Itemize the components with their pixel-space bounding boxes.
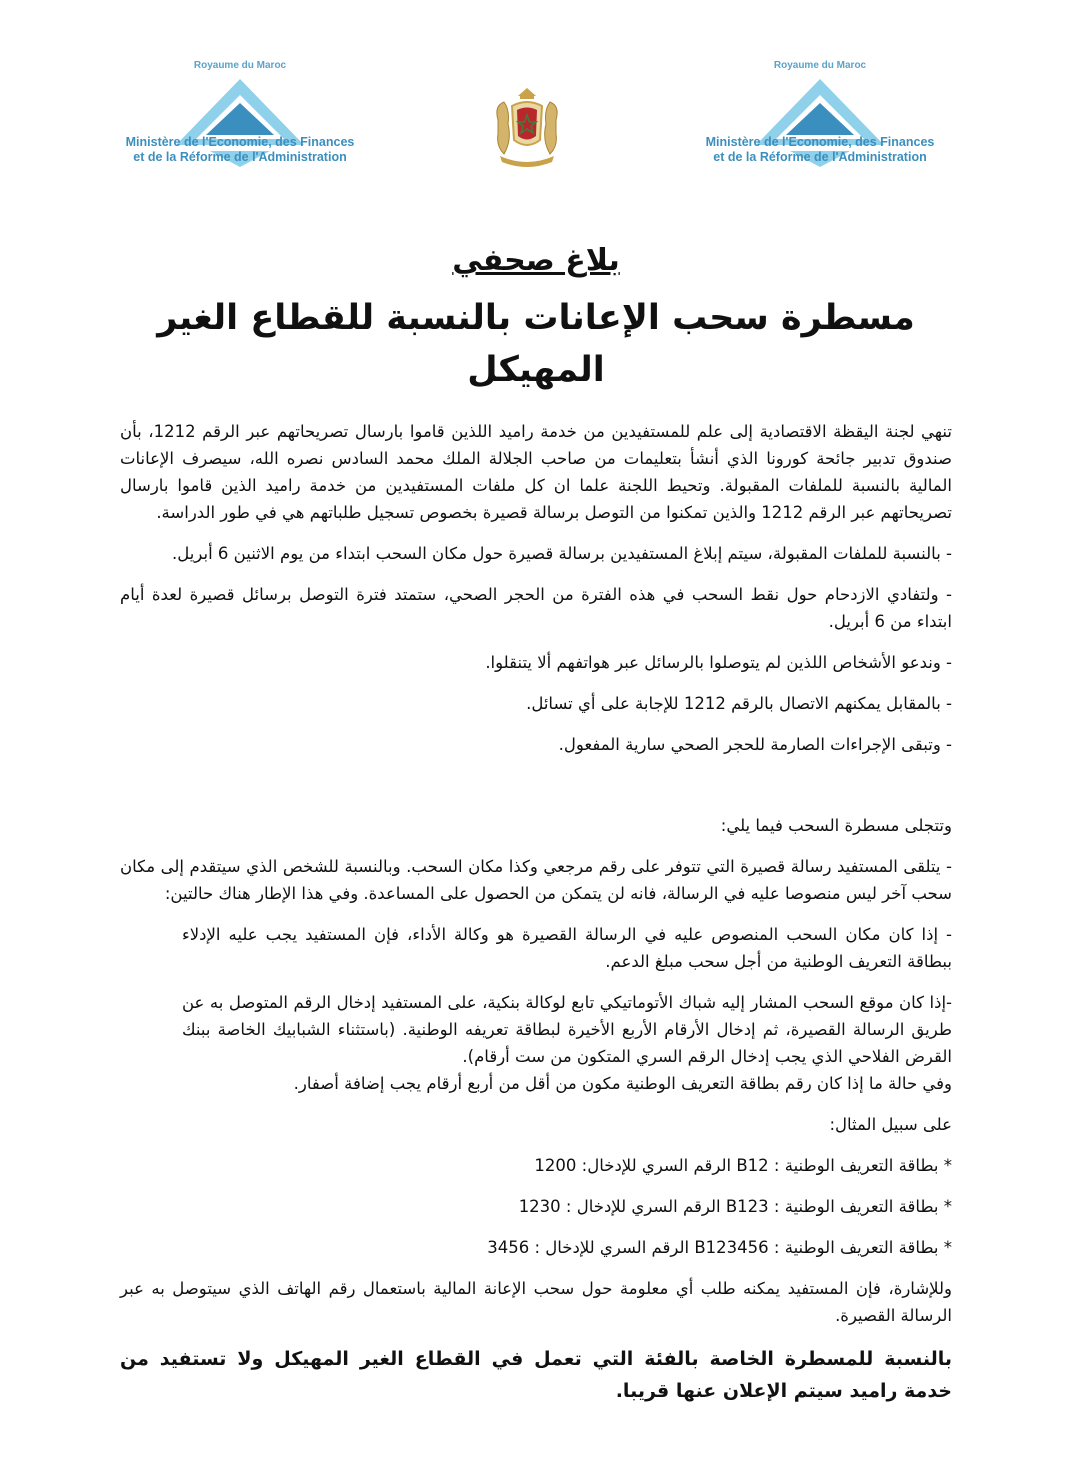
final-announcement: بالنسبة للمسطرة الخاصة بالفئة التي تعمل في القطاع الغير المهيكل ولا تستفيد من خدمة راميد سيتم الإعلان عنها قريبا. [120,1348,952,1402]
kingdom-label: Royaume du Maroc [773,60,867,71]
point-4: - بالمقابل يمكنهم الاتصال بالرقم 1212 للإجابة على أي تسائل. [526,694,952,713]
ministry-logo-right [705,58,935,178]
intro-paragraph: تنهي لجنة اليقظة الاقتصادية إلى علم للمستفيدين من خدمة راميد اللذين قاموا بارسال تصريحاتهم عبر الرقم 1212، بأن صندوق تدبير جائحة كورونا الذي أنشأ بتعليمات من صاحب الجلالة الملك محمد السادس نصره الله، سيصرف الإعانات المالية بالنسبة للملفات المقبولة. وتحيط اللجنة علما ان كل ملفات المستفيدين من خدمة راميد الذين قاموا بارسال تصريحاتهم عبر الرقم 1212 والذين تمكنوا من التوصل برسالة قصيرة بخصوص تسجيل طلباتهم هي في طور الدراسة. [120,422,952,522]
point-2: - ولتفادي الازدحام حول نقط السحب في هذه الفترة من الحجر الصحي، ستمتد فترة التوصل برسائل قصيرة لعدة أيام ابتداء من 6 أبريل. [120,585,952,631]
press-release-body [120,236,952,1421]
example-2: * بطاقة التعريف الوطنية : B123 الرقم السري للإدخال : 1230 [518,1197,952,1216]
procedure-main: - يتلقى المستفيد رسالة قصيرة التي تتوفر على رقم مرجعي وكذا مكان السحب. وبالنسبة للشخص الذي سيتقدم إلى مكان سحب آخر ليس منصوصا عليه في الرسالة، فانه لن يتمكن من الحصول على المساعدة. وفي هذا الإطار هناك حالتين: [120,857,952,903]
procedure-case-2-note: وفي حالة ما إذا كان رقم بطاقة التعريف الوطنية مكون من أقل من أربع أرقام يجب إضافة أصفار. [293,1074,952,1093]
press-release-heading: بلاغ صحفي [452,243,620,278]
ministry-name [125,135,355,165]
example-intro: على سبيل المثال: [829,1115,952,1134]
ministry-line-2: et de la Réforme de l'Administration [713,150,927,164]
info-note: وللإشارة، فإن المستفيد يمكنه طلب أي معلومة حول سحب الإعانة المالية باستعمال رقم الهاتف الذي سيتوصل به عبر الرسالة القصيرة. [120,1279,952,1325]
point-5: - وتبقى الإجراءات الصارمة للحجر الصحي سارية المفعول. [558,735,952,754]
point-1: - بالنسبة للملفات المقبولة، سيتم إبلاغ المستفيدين برسالة قصيرة حول مكان السحب ابتداء من يوم الاثنين 6 أبريل. [172,544,952,563]
example-1: * بطاقة التعريف الوطنية : B12 الرقم السري للإدخال: 1200 [534,1156,952,1175]
section-spacer [120,772,952,812]
ministry-name [705,135,935,165]
point-3: - وندعو الأشخاص اللذين لم يتوصلوا بالرسائل عبر هواتفهم ألا يتنقلوا. [485,653,952,672]
ministry-line-2: et de la Réforme de l'Administration [133,150,347,164]
kingdom-label: Royaume du Maroc [193,60,287,71]
procedure-case-1: - إذا كان مكان السحب المنصوص عليه في الرسالة القصيرة هو وكالة الأداء، فإن المستفيد يجب عليه الإدلاء ببطاقة التعريف الوطنية من أجل سحب مبلغ الدعم. [182,925,952,971]
ministry-line-1: Ministère de l'Economie, des Finances [705,135,935,149]
ministry-logo-left [125,58,355,178]
example-3: * بطاقة التعريف الوطنية : B123456 الرقم السري للإدخال : 3456 [487,1238,952,1257]
document-title: مسطرة سحب الإعانات بالنسبة للقطاع الغير المهيكل [157,298,915,390]
letterhead [0,0,1080,200]
procedure-intro: وتتجلى مسطرة السحب فيما يلي: [720,816,952,835]
procedure-case-2: -إذا كان موقع السحب المشار إليه شباك الأتوماتيكي تابع لوكالة بنكية، على المستفيد إدخال الرقم المتوصل به عن طريق الرسالة القصيرة، ثم إدخال الأرقام الأربع الأخيرة لبطاقة تعريفه الوطنية. (باستثناء الشبابيك الخاصة ببنك القرض الفلاحي الذي يجب إدخال الرقم السري المتكون من ست أرقام). [182,993,952,1066]
royal-crest-icon [490,84,564,170]
ministry-line-1: Ministère de l'Economie, des Finances [125,135,355,149]
